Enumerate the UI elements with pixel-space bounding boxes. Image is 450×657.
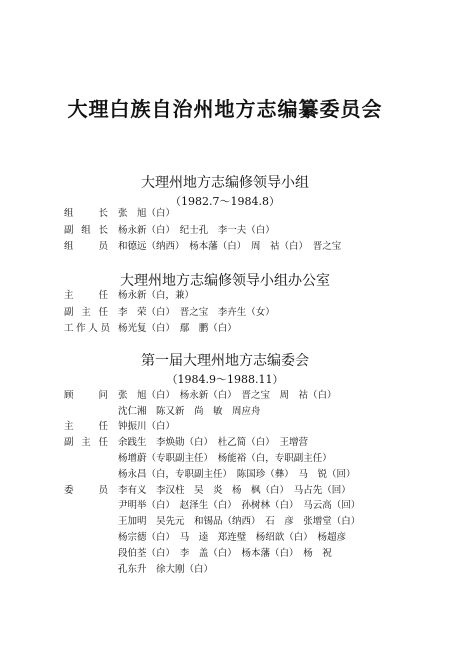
label-char: 主 <box>64 290 74 301</box>
label-char: 长 <box>98 208 108 219</box>
label-char: 问 <box>98 390 108 401</box>
label-char: 员 <box>100 323 110 334</box>
row-value: 张 旭（白） 杨永新（白） 晋之宝 周 祜（白） <box>118 390 337 401</box>
label-char: 任 <box>98 307 108 318</box>
row-value: 杨永新（白，兼） <box>118 290 195 301</box>
row-value: 杨永新（白） 纪士孔 李一夫（白） <box>118 225 275 236</box>
row-label <box>64 389 108 403</box>
section2-heading: 大理州地方志编修领导小组办公室 <box>120 273 330 289</box>
section3-date: （1984.9～1988.11） <box>166 373 284 386</box>
label-char: 主 <box>64 421 74 432</box>
row-value: 尹明举（白） 赵泽生（白） 孙树林（白） 马云高（回） <box>118 500 361 511</box>
label-char: 人 <box>88 323 98 334</box>
row-value: 钟振川（白） <box>118 421 176 432</box>
label-char: 长 <box>98 225 108 236</box>
label-char: 副 <box>64 437 74 448</box>
row-value: 孔东升 徐大刚（白） <box>118 564 214 575</box>
label-char: 任 <box>98 437 108 448</box>
section1-date: （1982.7～1984.8） <box>170 195 280 208</box>
label-char: 主 <box>81 307 91 318</box>
label-char: 工 <box>64 323 74 334</box>
row-label <box>64 436 108 450</box>
row-value: 张 旭（白） <box>118 208 176 219</box>
row-value: 和德远（纳西） 杨本藩（白） 周 祜（白） 晋之宝 <box>118 241 342 252</box>
label-char: 副 <box>64 307 74 318</box>
label-char: 委 <box>64 485 74 496</box>
row-label <box>64 224 108 238</box>
label-char: 员 <box>98 485 108 496</box>
row-value: 杨光复（白） 鄢 鹏（白） <box>118 323 237 334</box>
row-label <box>64 289 108 303</box>
label-char: 作 <box>76 323 86 334</box>
label-char: 组 <box>64 241 74 252</box>
section3-heading: 第一届大理州地方志编委会 <box>141 353 309 369</box>
row-label <box>64 484 108 498</box>
label-char: 任 <box>98 290 108 301</box>
row-value: 沈仁湘 陈又新 尚 敏 周应舟 <box>118 406 261 417</box>
row-value: 王加明 吴先元 和锡品（纳西） 石 彦 张增堂（白） <box>118 516 361 527</box>
row-value: 段伯荃（白） 李 盖（白） 杨本藩（白） 杨 祝 <box>118 548 332 559</box>
row-value: 杨增蔚（专职副主任） 杨能裕（白，专职副主任） <box>118 453 332 464</box>
section1-heading: 大理州地方志编修领导小组 <box>141 175 309 191</box>
row-label <box>64 207 108 221</box>
label-char: 员 <box>98 241 108 252</box>
label-char: 组 <box>81 225 91 236</box>
document-title: 大理白族自治州地方志编纂委员会 <box>67 97 383 121</box>
label-char: 任 <box>98 421 108 432</box>
row-value: 李 荣（白） 晋之宝 李卉生（女） <box>118 307 275 318</box>
label-char: 组 <box>64 208 74 219</box>
row-label <box>64 322 110 336</box>
label-char: 主 <box>81 437 91 448</box>
row-label <box>64 420 108 434</box>
label-char: 顾 <box>64 390 74 401</box>
row-value: 杨永昌（白，专职副主任） 陈国珍（彝） 马 锐（回） <box>118 469 356 480</box>
row-label <box>64 306 108 320</box>
row-value: 余践生 李焕勋（白） 杜乙简（白） 王增营 <box>118 437 309 448</box>
label-char: 副 <box>64 225 74 236</box>
row-value: 杨宗德（白） 马 逵 郑连璧 杨绍歆（白） 杨超彦 <box>118 532 347 543</box>
row-value: 李有义 李汉柱 吴 炎 杨 枫（白） 马占先（回） <box>118 485 351 496</box>
row-label <box>64 240 108 254</box>
